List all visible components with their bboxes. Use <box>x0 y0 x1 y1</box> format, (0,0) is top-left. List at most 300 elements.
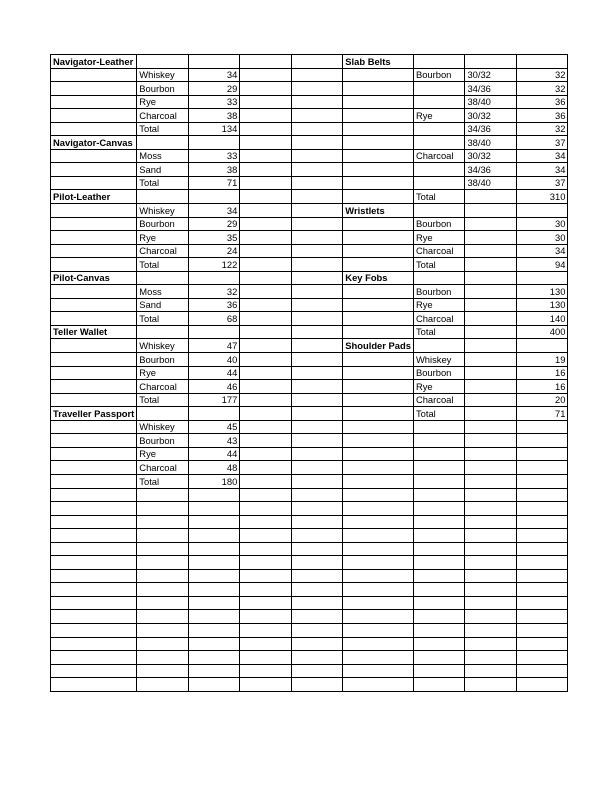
table-cell: 16 <box>516 380 568 394</box>
table-cell <box>343 217 414 231</box>
table-cell <box>343 136 414 150</box>
table-cell <box>516 623 568 637</box>
table-cell <box>51 623 137 637</box>
table-cell <box>413 474 465 488</box>
table-row <box>51 678 568 692</box>
table-row <box>51 610 568 624</box>
table-cell: Total <box>137 258 189 272</box>
table-row <box>51 447 568 461</box>
table-row <box>51 366 568 380</box>
table-cell <box>188 407 240 421</box>
table-cell <box>291 569 343 583</box>
table-cell <box>516 474 568 488</box>
table-cell: 38/40 <box>465 136 517 150</box>
table-cell <box>51 244 137 258</box>
table-cell <box>240 149 292 163</box>
table-cell <box>465 285 517 299</box>
table-cell <box>137 542 189 556</box>
table-cell: 177 <box>188 393 240 407</box>
table-cell <box>291 678 343 692</box>
table-cell <box>240 312 292 326</box>
table-cell <box>343 122 414 136</box>
table-cell: 34/36 <box>465 82 517 96</box>
table-row <box>51 488 568 502</box>
table-cell <box>291 596 343 610</box>
table-cell <box>516 678 568 692</box>
table-row <box>51 298 568 312</box>
table-cell <box>240 190 292 204</box>
table-cell: 46 <box>188 380 240 394</box>
table-row <box>51 623 568 637</box>
table-cell <box>465 298 517 312</box>
table-cell <box>51 163 137 177</box>
table-cell: 20 <box>516 393 568 407</box>
table-cell <box>465 610 517 624</box>
table-cell <box>343 68 414 82</box>
table-row <box>51 596 568 610</box>
table-cell: Rye <box>137 447 189 461</box>
table-cell <box>465 231 517 245</box>
table-cell <box>413 461 465 475</box>
table-cell <box>343 623 414 637</box>
table-cell <box>516 488 568 502</box>
table-cell <box>137 325 189 339</box>
table-row <box>51 190 568 204</box>
table-row <box>51 271 568 285</box>
table-row <box>51 420 568 434</box>
table-cell <box>51 312 137 326</box>
table-cell <box>516 204 568 218</box>
table-cell <box>51 461 137 475</box>
table-cell <box>51 109 137 123</box>
table-cell: 32 <box>188 285 240 299</box>
table-cell: 34 <box>516 163 568 177</box>
table-cell <box>51 122 137 136</box>
table-cell <box>240 447 292 461</box>
table-cell <box>291 623 343 637</box>
table-cell <box>240 569 292 583</box>
table-cell <box>240 176 292 190</box>
table-cell: 44 <box>188 447 240 461</box>
table-cell: 34 <box>516 149 568 163</box>
table-cell <box>137 271 189 285</box>
table-cell <box>240 244 292 258</box>
table-cell <box>137 515 189 529</box>
table-cell <box>465 407 517 421</box>
table-cell <box>465 474 517 488</box>
table-cell <box>343 502 414 516</box>
table-cell <box>291 217 343 231</box>
table-cell <box>343 163 414 177</box>
table-cell: Rye <box>413 109 465 123</box>
table-row <box>51 339 568 353</box>
table-cell <box>51 204 137 218</box>
table-cell <box>291 583 343 597</box>
table-row <box>51 380 568 394</box>
table-cell: Charcoal <box>413 312 465 326</box>
table-cell <box>291 461 343 475</box>
table-cell <box>188 515 240 529</box>
table-cell <box>413 434 465 448</box>
table-cell <box>51 556 137 570</box>
table-cell <box>465 244 517 258</box>
table-cell <box>413 596 465 610</box>
table-cell <box>188 502 240 516</box>
table-cell <box>51 393 137 407</box>
table-cell <box>188 542 240 556</box>
table-cell <box>188 583 240 597</box>
table-cell <box>291 163 343 177</box>
table-cell <box>51 637 137 651</box>
table-cell <box>413 339 465 353</box>
table-cell <box>51 583 137 597</box>
table-cell: 310 <box>516 190 568 204</box>
table-cell <box>465 515 517 529</box>
table-cell <box>291 95 343 109</box>
table-cell <box>516 339 568 353</box>
table-cell: Bourbon <box>413 217 465 231</box>
table-cell <box>291 366 343 380</box>
table-cell: Bourbon <box>413 68 465 82</box>
table-cell <box>465 623 517 637</box>
table-cell <box>343 393 414 407</box>
table-cell <box>51 529 137 543</box>
table-cell <box>240 109 292 123</box>
table-cell <box>51 502 137 516</box>
table-cell <box>291 68 343 82</box>
table-cell: 33 <box>188 149 240 163</box>
section-title: Pilot-Canvas <box>51 271 137 285</box>
table-cell <box>343 95 414 109</box>
table-cell <box>240 325 292 339</box>
table-cell <box>188 623 240 637</box>
table-cell: Bourbon <box>137 82 189 96</box>
table-cell <box>291 231 343 245</box>
table-cell <box>343 678 414 692</box>
table-cell <box>413 447 465 461</box>
table-cell <box>137 583 189 597</box>
table-cell <box>240 610 292 624</box>
table-cell <box>188 136 240 150</box>
table-cell <box>343 312 414 326</box>
table-cell <box>240 217 292 231</box>
table-cell: Whiskey <box>137 204 189 218</box>
table-cell <box>291 664 343 678</box>
table-cell: 43 <box>188 434 240 448</box>
table-cell: Total <box>137 312 189 326</box>
table-cell <box>291 176 343 190</box>
table-cell <box>465 325 517 339</box>
table-cell <box>413 542 465 556</box>
table-cell <box>240 353 292 367</box>
table-cell: Whiskey <box>413 353 465 367</box>
table-cell <box>343 610 414 624</box>
table-cell: 32 <box>516 68 568 82</box>
table-cell: 130 <box>516 298 568 312</box>
table-cell: Rye <box>413 298 465 312</box>
table-cell <box>516 610 568 624</box>
table-row <box>51 651 568 665</box>
table-cell <box>516 637 568 651</box>
table-cell <box>343 380 414 394</box>
section-title: Slab Belts <box>343 55 414 69</box>
table-cell <box>137 678 189 692</box>
table-cell <box>343 258 414 272</box>
table-cell <box>51 420 137 434</box>
table-cell <box>465 596 517 610</box>
table-cell <box>343 447 414 461</box>
table-cell: 29 <box>188 82 240 96</box>
table-cell <box>343 109 414 123</box>
table-cell <box>343 651 414 665</box>
table-cell <box>343 515 414 529</box>
table-cell <box>240 380 292 394</box>
table-cell: 36 <box>516 109 568 123</box>
table-cell <box>413 420 465 434</box>
table-cell <box>51 217 137 231</box>
table-cell <box>465 556 517 570</box>
table-cell <box>343 82 414 96</box>
table-cell <box>240 298 292 312</box>
table-cell <box>516 529 568 543</box>
table-cell <box>188 325 240 339</box>
table-cell <box>240 95 292 109</box>
section-title: Navigator-Leather <box>51 55 137 69</box>
table-cell <box>465 461 517 475</box>
table-cell <box>343 353 414 367</box>
table-cell <box>240 664 292 678</box>
table-cell <box>343 569 414 583</box>
table-cell <box>413 569 465 583</box>
table-row <box>51 637 568 651</box>
table-cell: 30/32 <box>465 109 517 123</box>
table-cell: Bourbon <box>137 434 189 448</box>
table-cell <box>51 82 137 96</box>
table-cell <box>516 434 568 448</box>
table-cell <box>291 502 343 516</box>
table-cell <box>240 366 292 380</box>
table-cell: 34 <box>188 68 240 82</box>
table-cell <box>465 529 517 543</box>
table-cell <box>51 353 137 367</box>
table-cell <box>465 502 517 516</box>
table-cell <box>137 407 189 421</box>
table-cell <box>413 204 465 218</box>
table-cell <box>240 122 292 136</box>
table-cell <box>51 68 137 82</box>
table-cell <box>188 651 240 665</box>
table-cell <box>465 569 517 583</box>
table-cell <box>516 556 568 570</box>
table-cell: Whiskey <box>137 420 189 434</box>
table-cell <box>188 190 240 204</box>
table-cell <box>291 271 343 285</box>
table-cell: 30/32 <box>465 149 517 163</box>
table-row <box>51 312 568 326</box>
table-cell <box>51 651 137 665</box>
table-cell <box>240 82 292 96</box>
table-cell <box>343 366 414 380</box>
table-cell <box>240 542 292 556</box>
table-row <box>51 461 568 475</box>
table-cell <box>240 258 292 272</box>
table-cell: 32 <box>516 122 568 136</box>
table-cell: Total <box>137 122 189 136</box>
table-cell <box>51 258 137 272</box>
table-cell: Moss <box>137 285 189 299</box>
table-cell <box>51 569 137 583</box>
table-cell <box>240 339 292 353</box>
table-cell <box>343 529 414 543</box>
table-row <box>51 204 568 218</box>
table-cell <box>465 678 517 692</box>
table-cell <box>465 312 517 326</box>
table-cell <box>188 664 240 678</box>
table-cell <box>343 542 414 556</box>
table-row <box>51 82 568 96</box>
table-cell: Total <box>413 190 465 204</box>
section-title: Navigator-Canvas <box>51 136 137 150</box>
section-title: Shoulder Pads <box>343 339 414 353</box>
table-cell: 19 <box>516 353 568 367</box>
table-cell <box>291 353 343 367</box>
table-row <box>51 664 568 678</box>
table-cell <box>240 678 292 692</box>
table-row <box>51 529 568 543</box>
table-cell <box>291 204 343 218</box>
table-cell <box>240 393 292 407</box>
table-cell <box>240 651 292 665</box>
table-cell <box>413 623 465 637</box>
table-cell <box>291 244 343 258</box>
table-cell <box>188 556 240 570</box>
table-row <box>51 502 568 516</box>
table-cell <box>413 556 465 570</box>
table-cell <box>516 515 568 529</box>
table-cell: 130 <box>516 285 568 299</box>
table-cell: 24 <box>188 244 240 258</box>
table-cell: Bourbon <box>137 353 189 367</box>
table-cell <box>137 610 189 624</box>
table-cell <box>240 407 292 421</box>
table-cell: Bourbon <box>413 366 465 380</box>
table-cell: Charcoal <box>137 380 189 394</box>
table-cell: Total <box>413 258 465 272</box>
table-cell: Charcoal <box>413 149 465 163</box>
table-cell <box>51 176 137 190</box>
table-cell: 16 <box>516 366 568 380</box>
table-cell: Total <box>137 176 189 190</box>
table-cell: Rye <box>137 231 189 245</box>
table-row <box>51 217 568 231</box>
table-cell: 36 <box>188 298 240 312</box>
table-cell <box>516 596 568 610</box>
table-cell <box>465 366 517 380</box>
table-row <box>51 231 568 245</box>
table-cell <box>240 596 292 610</box>
table-row <box>51 285 568 299</box>
section-title: Pilot-Leather <box>51 190 137 204</box>
table-cell <box>291 474 343 488</box>
table-cell <box>51 95 137 109</box>
table-cell <box>291 542 343 556</box>
table-cell <box>413 271 465 285</box>
table-cell: 48 <box>188 461 240 475</box>
table-cell: 400 <box>516 325 568 339</box>
table-cell <box>240 529 292 543</box>
table-cell: 37 <box>516 176 568 190</box>
table-cell <box>291 515 343 529</box>
table-cell: 37 <box>516 136 568 150</box>
table-cell <box>51 434 137 448</box>
table-cell <box>343 285 414 299</box>
table-cell <box>188 678 240 692</box>
table-cell <box>413 95 465 109</box>
table-row <box>51 393 568 407</box>
table-cell <box>413 82 465 96</box>
table-cell: 47 <box>188 339 240 353</box>
table-cell <box>465 447 517 461</box>
table-cell: 35 <box>188 231 240 245</box>
table-cell <box>291 488 343 502</box>
table-cell <box>291 325 343 339</box>
table-cell <box>51 380 137 394</box>
table-cell <box>240 271 292 285</box>
table-cell <box>465 271 517 285</box>
table-cell <box>240 502 292 516</box>
table-cell <box>291 393 343 407</box>
table-cell <box>343 474 414 488</box>
table-cell <box>291 420 343 434</box>
table-cell <box>343 149 414 163</box>
table-cell <box>291 149 343 163</box>
table-cell <box>291 136 343 150</box>
table-cell: 94 <box>516 258 568 272</box>
table-cell: Whiskey <box>137 339 189 353</box>
table-row <box>51 556 568 570</box>
table-row <box>51 583 568 597</box>
table-row <box>51 244 568 258</box>
table-cell: Total <box>137 393 189 407</box>
section-title: Key Fobs <box>343 271 414 285</box>
table-cell: 29 <box>188 217 240 231</box>
table-cell <box>465 542 517 556</box>
table-row <box>51 474 568 488</box>
table-cell <box>51 610 137 624</box>
table-cell <box>137 651 189 665</box>
table-cell <box>413 163 465 177</box>
table-cell <box>465 664 517 678</box>
table-cell: 30 <box>516 231 568 245</box>
table-cell <box>137 637 189 651</box>
table-cell <box>413 583 465 597</box>
table-cell <box>465 420 517 434</box>
table-cell <box>188 488 240 502</box>
table-cell: Sand <box>137 163 189 177</box>
table-cell <box>343 664 414 678</box>
table-cell <box>516 664 568 678</box>
table-row <box>51 68 568 82</box>
table-cell <box>51 149 137 163</box>
table-cell <box>240 420 292 434</box>
table-cell <box>413 651 465 665</box>
table-cell <box>188 529 240 543</box>
table-cell <box>51 515 137 529</box>
table-cell <box>516 569 568 583</box>
table-cell <box>343 596 414 610</box>
table-cell: 38 <box>188 109 240 123</box>
table-cell: 38/40 <box>465 95 517 109</box>
